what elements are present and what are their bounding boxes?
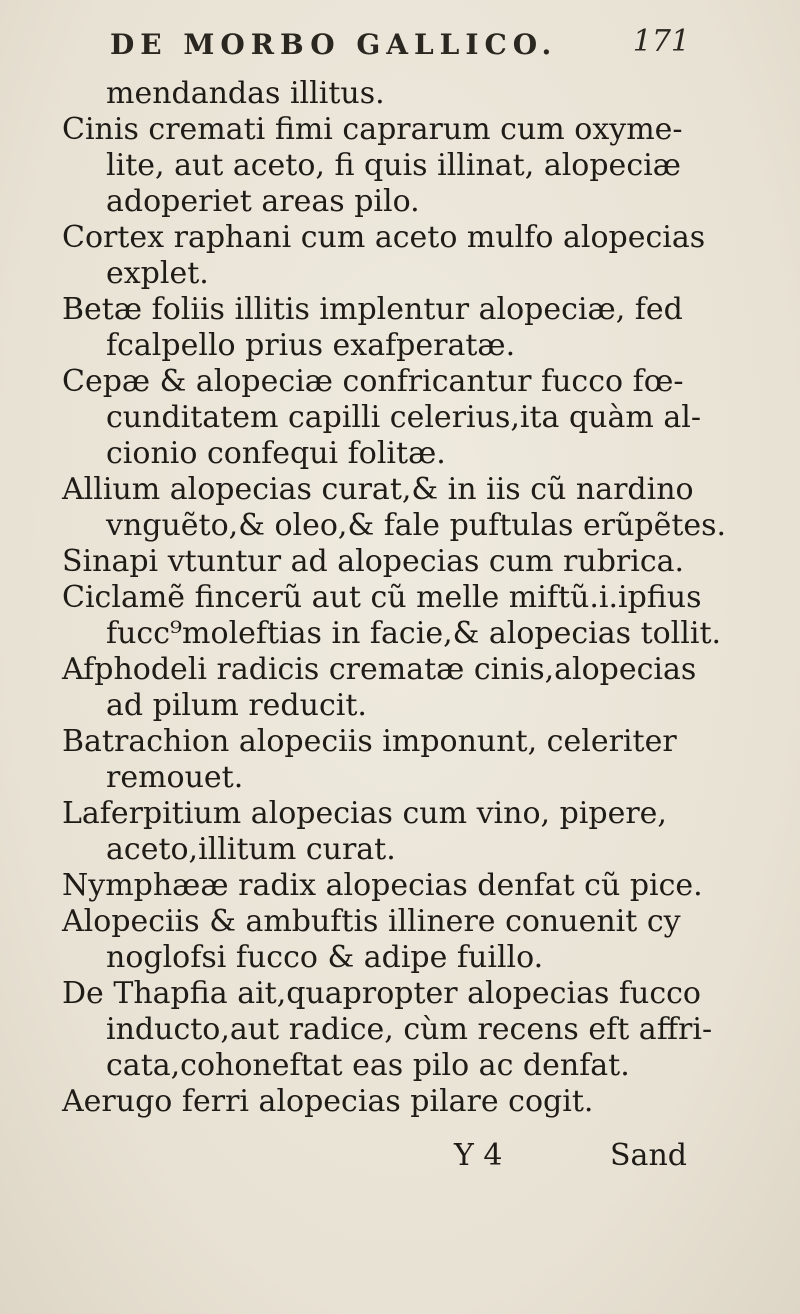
text-line: mendandas illitus. bbox=[106, 76, 385, 111]
text-line: noglofsi fucco & adipe fuillo. bbox=[106, 940, 544, 975]
text-line: Laferpitium alopecias cum vino, pipere, bbox=[62, 796, 667, 831]
page-header bbox=[110, 24, 690, 64]
text-line: Batrachion alopeciis imponunt, celeriter bbox=[62, 724, 677, 759]
text-line: Allium alopecias curat,& in iis cũ nardino bbox=[62, 472, 694, 507]
text-line: cunditatem capilli celerius,ita quàm al- bbox=[106, 400, 701, 435]
text-line: De Thapfia ait,quapropter alopecias fucco bbox=[62, 976, 701, 1011]
text-line: Aerugo ferri alopecias pilare cogit. bbox=[62, 1084, 594, 1119]
text-line: Afphodeli radicis crematæ cinis,alopecias bbox=[62, 652, 697, 687]
text-line: Ciclamẽ fincerũ aut cũ melle miftũ.i.ipfius bbox=[62, 580, 702, 615]
text-line: Sinapi vtuntur ad alopecias cum rubrica. bbox=[62, 544, 685, 579]
running-head: DE MORBO GALLICO. bbox=[110, 28, 558, 61]
text-line: ad pilum reducit. bbox=[106, 688, 367, 723]
text-line: vnguẽto,& oleo,& fale puftulas erũpẽtes. bbox=[106, 508, 727, 543]
text-line: Cortex raphani cum aceto mulfo alopecias bbox=[62, 220, 706, 255]
text-line: Cinis cremati fimi caprarum cum oxyme- bbox=[62, 112, 683, 147]
text-line: Betæ foliis illitis implentur alopeciæ, fed bbox=[62, 292, 683, 327]
page-number: 171 bbox=[632, 24, 690, 59]
text-line: adoperiet areas pilo. bbox=[106, 184, 420, 219]
text-line: inducto,aut radice, cùm recens eft affri- bbox=[106, 1012, 713, 1047]
text-line: cionio confequi folitæ. bbox=[106, 436, 446, 471]
text-line: Cepæ & alopeciæ confricantur fucco fœ- bbox=[62, 364, 684, 399]
text-line: remouet. bbox=[106, 760, 244, 795]
text-line: aceto,illitum curat. bbox=[106, 832, 396, 867]
text-line: fcalpello prius exafperatæ. bbox=[106, 328, 516, 363]
text-line: cata,cohoneftat eas pilo ac denfat. bbox=[106, 1048, 630, 1083]
text-line: Alopeciis & ambuftis illinere conuenit cy bbox=[62, 904, 681, 939]
catchword: Sand bbox=[610, 1138, 687, 1173]
text-line: lite, aut aceto, fi quis illinat, alopeciæ bbox=[106, 148, 681, 183]
text-line: explet. bbox=[106, 256, 209, 291]
page-footer bbox=[0, 1138, 800, 1178]
text-line: fucc⁹moleftias in facie,& alopecias tollit. bbox=[106, 616, 722, 651]
text-line: Nymphææ radix alopecias denfat cũ pice. bbox=[62, 868, 703, 903]
signature-mark: Y 4 bbox=[454, 1138, 503, 1173]
